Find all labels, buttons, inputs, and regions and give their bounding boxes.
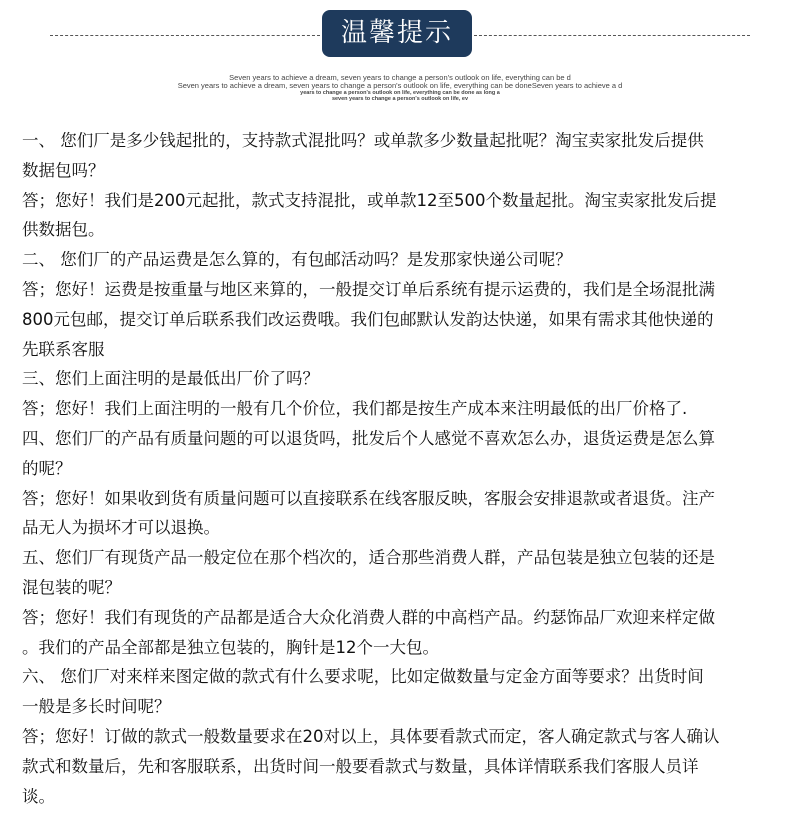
faq-line: 一、 您们厂是多少钱起批的，支持款式混批吗？或单款多少数量起批呢？淘宝卖家批发后提供 [22, 131, 704, 150]
divider-right [474, 35, 750, 36]
faq-line: 800元包邮，提交订单后联系我们改运费哦。我们包邮默认发韵达快递，如果有需求其他快递的 [22, 309, 714, 329]
faq-line: 混包装的呢？ [22, 577, 121, 597]
faq-line: 的呢？ [22, 458, 72, 478]
faq-line: 答；您好！我们有现货的产品都是适合大众化消费人群的中高档产品。约瑟饰品厂欢迎来样定做 [22, 607, 715, 627]
faq-line: 供数据包。 [22, 220, 105, 240]
faq-line: 答；您好！我们是200元起批，款式支持混批，或单款12至500个数量起批。淘宝卖家批发后提 [22, 190, 717, 210]
faq-line: 答；您好！我们上面注明的一般有几个价位，我们都是按生产成本来注明最低的出厂价格了. [22, 399, 688, 419]
faq-line: 答；您好！如果收到货有质量问题可以直接联系在线客服反映，客服会安排退款或者退货。注产 [22, 488, 715, 508]
slogan-line: Seven years to achieve a dream, seven years to change a person's outlook on life, everything can be doneSeven years to achieve a d [177, 81, 623, 90]
faq-line: 三、您们上面注明的是最低出厂价了吗？ [22, 369, 319, 389]
faq-content [22, 126, 792, 811]
divider-left [50, 35, 320, 36]
faq-line: 六、 您们厂对来样来图定做的款式有什么要求呢，比如定做数量与定金方面等要求？出货时间 [22, 667, 704, 687]
faq-line: 答；您好！订做的款式一般数量要求在20对以上，具体要看款式而定，客人确定款式与客人确认 [22, 726, 720, 746]
faq-line: 一般是多长时间呢？ [22, 697, 171, 717]
faq-line: 数据包吗？ [22, 160, 105, 180]
slogan-line: seven years to change a person's outlook on life, ev [331, 96, 469, 102]
faq-line: 款式和数量后，先和客服联系，出货时间一般要看款式与数量，具体详情联系我们客服人员详 [22, 756, 699, 776]
faq-line: 。我们的产品全部都是独立包装的，胸针是12个一大包。 [22, 637, 439, 657]
faq-line: 答；您好！运费是按重量与地区来算的，一般提交订单后系统有提示运费的，我们是全场混批满 [22, 279, 715, 299]
slogan-line: years to change a person's outlook on life, everything can be done as long a [300, 90, 500, 96]
faq-line: 五、您们厂有现货产品一般定位在那个档次的，适合那些消费人群，产品包装是独立包装的还是 [22, 548, 715, 568]
slogan-line: Seven years to achieve a dream, seven years to change a person's outlook on life, everything can be d [229, 73, 571, 82]
page-title: 温馨提示 [322, 10, 472, 57]
faq-line: 二、 您们厂的产品运费是怎么算的，有包邮活动吗？是发那家快递公司呢？ [22, 250, 572, 270]
faq-line: 四、您们厂的产品有质量问题的可以退货吗，批发后个人感觉不喜欢怎么办，退货运费是怎么算 [22, 428, 715, 448]
faq-line: 谈。 [22, 786, 55, 806]
faq-line: 品无人为损坏才可以退换。 [22, 518, 220, 538]
faq-line: 先联系客服 [22, 339, 105, 359]
